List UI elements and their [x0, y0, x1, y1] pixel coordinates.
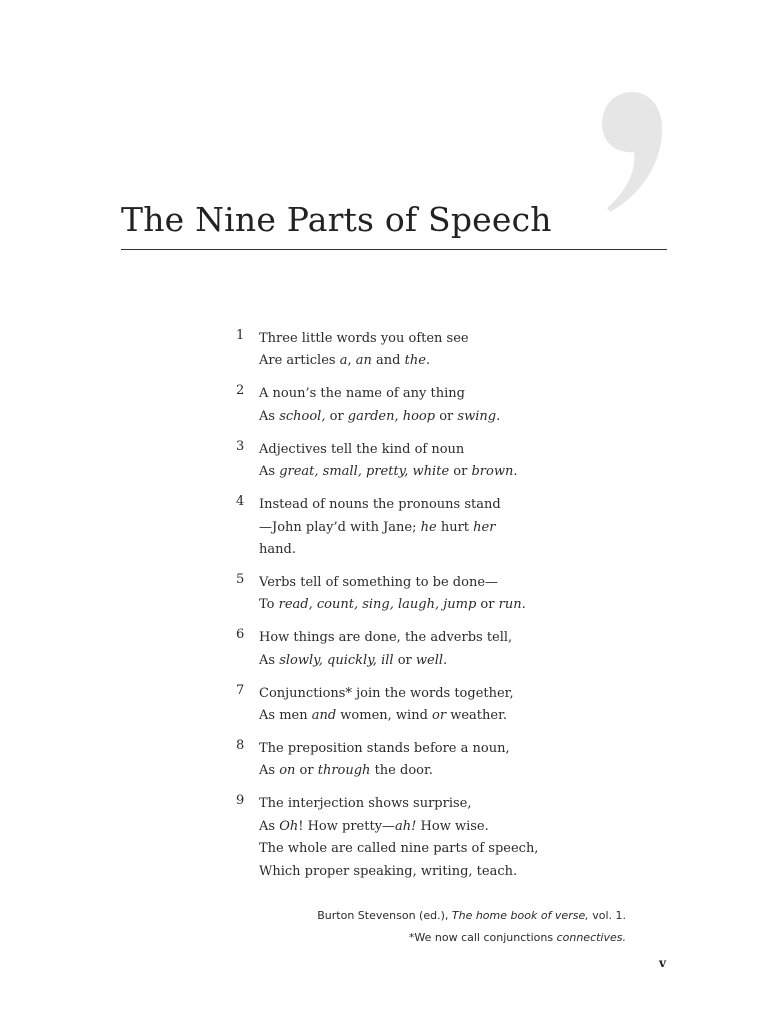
- poem-line: [259, 838, 656, 860]
- italic-text: through: [317, 763, 371, 779]
- text-run: the door.: [370, 763, 433, 779]
- italic-text: slowly, quickly, ill: [279, 652, 394, 668]
- text-run: Are articles: [259, 353, 340, 369]
- poem-line: [259, 461, 656, 483]
- stanza: [236, 383, 656, 428]
- poem-line: [259, 861, 656, 883]
- italic-text: Oh: [279, 818, 299, 834]
- text-run: Which proper speaking, writing, teach.: [259, 863, 518, 879]
- text-run: .: [521, 597, 526, 613]
- text-run: *We now call conjunctions: [408, 931, 557, 944]
- stanza-gap: [236, 727, 656, 738]
- text-run: Adjectives tell the kind of noun: [259, 441, 465, 457]
- poem-line: [259, 760, 656, 782]
- italic-text: on: [279, 763, 296, 779]
- text-run: The whole are called nine parts of speech,: [259, 841, 539, 857]
- text-run: —John play’d with Jane;: [259, 519, 421, 535]
- text-run: .: [443, 652, 448, 668]
- italic-text: garden, hoop: [347, 408, 436, 424]
- text-run: or: [435, 408, 458, 424]
- italic-text: brown: [471, 464, 514, 480]
- italic-text: The home book of verse,: [451, 909, 589, 922]
- text-run: How wise.: [416, 818, 489, 834]
- italic-text: run: [498, 597, 522, 613]
- poem-line: [259, 816, 656, 838]
- stanza: [236, 738, 656, 783]
- stanza-number: 2: [236, 383, 245, 399]
- title-rule: [121, 249, 667, 250]
- italic-text: an: [355, 353, 372, 369]
- poem-line: [259, 539, 656, 561]
- text-run: or: [393, 652, 416, 668]
- italic-text: he: [420, 519, 437, 535]
- text-run: As men: [259, 708, 312, 724]
- poem-line: [259, 383, 656, 405]
- poem-line: [259, 594, 656, 616]
- poem-line: [259, 350, 656, 372]
- page-title: The Nine Parts of Speech: [121, 200, 552, 239]
- text-run: Verbs tell of something to be done—: [259, 574, 499, 590]
- text-run: or: [295, 763, 318, 779]
- poem-line: [259, 683, 656, 705]
- italic-text: school,: [279, 408, 326, 424]
- italic-text: connectives.: [556, 931, 626, 944]
- text-run: .: [425, 353, 431, 369]
- poem-line: [259, 572, 656, 594]
- stanza: [236, 572, 656, 617]
- stanza-gap: [236, 373, 656, 384]
- text-run: or: [476, 597, 499, 613]
- stanza-gap: [236, 672, 656, 683]
- text-run: or: [325, 408, 348, 424]
- italic-text: swing: [457, 408, 497, 424]
- text-run: Burton Stevenson (ed.),: [317, 909, 452, 922]
- stanza-gap: [236, 617, 656, 628]
- text-run: Three little words you often see: [259, 331, 469, 346]
- comma-icon: [598, 90, 668, 220]
- poem-line: [259, 406, 656, 428]
- text-run: As: [259, 464, 280, 480]
- text-run: The preposition stands before a noun,: [259, 741, 510, 757]
- text-run: Conjunctions* join the words together,: [259, 685, 514, 701]
- stanza-number: 3: [236, 438, 245, 454]
- text-run: As: [259, 408, 280, 424]
- text-run: weather.: [446, 708, 507, 724]
- poem-line: [259, 627, 656, 649]
- text-run: and: [371, 353, 405, 369]
- text-run: A noun’s the name of any thing: [259, 386, 465, 402]
- text-run: As: [259, 818, 280, 834]
- source-citation: [317, 905, 626, 927]
- text-run: To: [259, 597, 279, 613]
- text-run: ! How pretty—: [298, 818, 396, 834]
- poem-line: [259, 793, 656, 815]
- poem-line: [259, 738, 656, 760]
- italic-text: her: [473, 519, 496, 535]
- stanza: [236, 494, 656, 561]
- poem: [236, 328, 656, 883]
- stanza-number: 4: [236, 494, 245, 510]
- stanza-number: 9: [236, 793, 245, 809]
- text-run: Instead of nouns the pronouns stand: [259, 497, 501, 513]
- stanza-gap: [236, 428, 656, 439]
- italic-text: well: [415, 652, 444, 668]
- stanza-gap: [236, 484, 656, 495]
- italic-text: great, small, pretty, white: [279, 464, 450, 480]
- poem-line: [259, 650, 656, 672]
- text-run: ,: [347, 353, 356, 369]
- text-run: .: [513, 464, 518, 480]
- poem-line: [259, 517, 656, 539]
- text-run: women, wind: [336, 708, 433, 724]
- stanza: [236, 627, 656, 672]
- text-run: As: [259, 652, 280, 668]
- text-run: How things are done, the adverbs tell,: [259, 630, 513, 646]
- stanza-gap: [236, 783, 656, 794]
- italic-text: or: [432, 708, 447, 724]
- footnote: [317, 927, 626, 949]
- poem-line: [259, 705, 656, 727]
- stanza: [236, 793, 656, 883]
- stanza-number: 8: [236, 738, 245, 754]
- italic-text: read, count, sing, laugh, jump: [278, 597, 477, 613]
- text-run: .: [496, 408, 501, 424]
- stanza-number: 5: [236, 571, 245, 587]
- italic-text: and: [311, 708, 337, 724]
- stanza-gap: [236, 561, 656, 572]
- italic-text: ah!: [395, 818, 417, 834]
- page-number: v: [659, 956, 666, 970]
- stanza-number: 1: [236, 328, 245, 343]
- text-run: As: [259, 763, 280, 779]
- stanza-number: 7: [236, 682, 245, 698]
- stanza: [236, 683, 656, 728]
- italic-text: the: [404, 353, 426, 369]
- text-run: hand.: [259, 541, 296, 557]
- text-run: The interjection shows surprise,: [259, 796, 472, 812]
- poem-line: [259, 494, 656, 516]
- stanza-number: 6: [236, 627, 245, 643]
- poem-line: [259, 439, 656, 461]
- italic-text: a: [339, 353, 348, 369]
- poem-line: [259, 328, 656, 350]
- attribution: [317, 905, 626, 949]
- text-run: hurt: [436, 519, 474, 535]
- stanza: [236, 439, 656, 484]
- text-run: vol. 1.: [588, 909, 626, 922]
- text-run: or: [449, 464, 472, 480]
- stanza: [236, 328, 656, 373]
